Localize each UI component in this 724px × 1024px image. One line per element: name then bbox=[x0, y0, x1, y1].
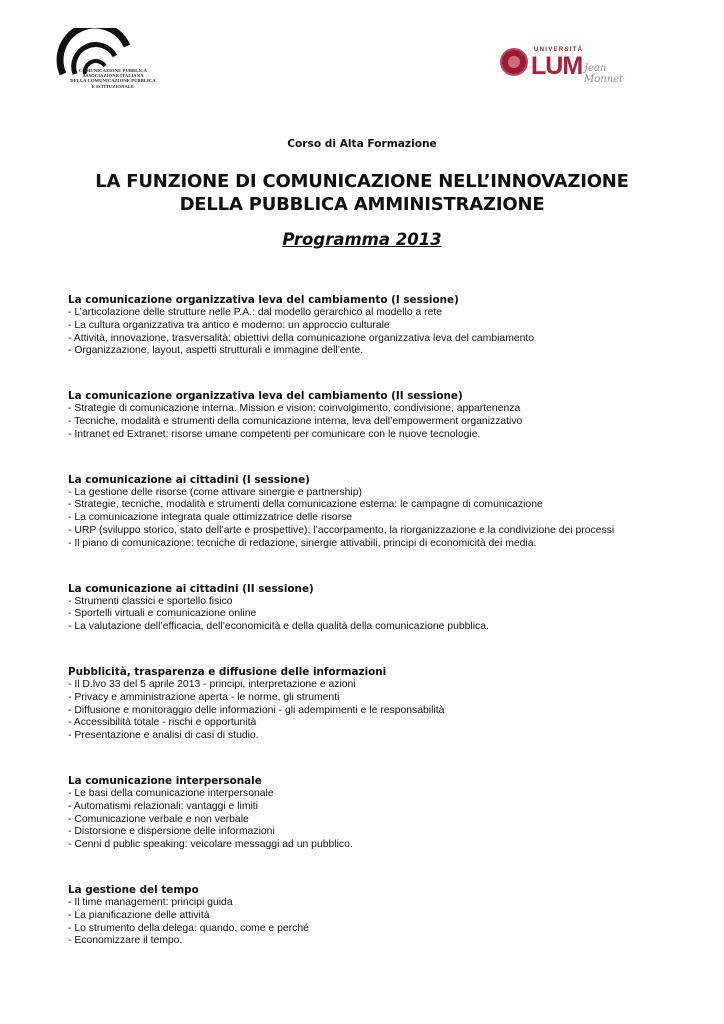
list-item: - Sportelli virtuali e comunicazione online bbox=[68, 608, 257, 620]
list-item: - Organizzazione, layout, aspetti strutturali e immagine dell’ente. bbox=[68, 345, 364, 357]
logo-caption: COMUNICAZIONE PUBBLICA ASSOCIAZIONE ITALIANA DELLA COMUNICAZIONE PUBBLICA E ISTITUZIONALE bbox=[70, 68, 156, 89]
list-item: - Privacy e amministrazione aperta - le norme, gli strumenti bbox=[68, 691, 340, 703]
list-item: - Intranet ed Extranet: risorse umane competenti per comunicare con le nuove tecnologie. bbox=[68, 428, 481, 440]
list-item: - Economizzare il tempo. bbox=[68, 935, 183, 947]
university-seal-icon bbox=[500, 48, 528, 76]
list-item: - Le basi della comunicazione interpersonale bbox=[68, 787, 274, 799]
section-heading: La comunicazione ai cittadini (I sessione) bbox=[68, 473, 310, 486]
section-heading: La comunicazione organizzativa leva del cambiamento (I sessione) bbox=[68, 294, 459, 306]
list-item: - Il time management: principi guida bbox=[68, 896, 233, 908]
list-item: - Attività, innovazione, trasversalità: obiettivi della comunicazione organizzativa leva del cambiamento bbox=[68, 332, 535, 344]
list-item: - URP (sviluppo storico, stato dell’arte e prospettive): l’accorpamento, la riorganizzazione e la condivizione dei processi bbox=[68, 524, 615, 536]
list-item: - Cenni d public speaking: veicolare messaggi ad un pubblico. bbox=[68, 839, 353, 851]
university-label: UNIVERSITÀ bbox=[534, 47, 584, 53]
program-section bbox=[68, 775, 718, 852]
section-items bbox=[68, 307, 718, 358]
program-sections bbox=[68, 294, 718, 948]
lum-university-logo bbox=[498, 46, 640, 86]
lum-wordmark: LUM bbox=[531, 52, 583, 80]
program-section bbox=[68, 583, 718, 634]
section-items bbox=[68, 679, 718, 743]
list-item: - Tecniche, modalità e strumenti della comunicazione interna, leva dell’empowerment organizzativo bbox=[68, 415, 523, 427]
list-item: - Strumenti classici e sportello fisico bbox=[68, 595, 233, 607]
section-heading: La comunicazione ai cittadini (II sessione) bbox=[68, 582, 314, 595]
list-item: - La cultura organizzativa tra antico e moderno: un approccio culturale bbox=[68, 319, 390, 331]
program-subtitle: Programma 2013 bbox=[282, 230, 442, 249]
list-item: - Accessibilità totale - rischi e opportunità bbox=[68, 717, 257, 729]
page-header bbox=[0, 0, 724, 110]
title-line-1: LA FUNZIONE DI COMUNICAZIONE NELL’INNOVAZIONE bbox=[95, 171, 629, 192]
program-section bbox=[68, 666, 718, 743]
section-items bbox=[68, 403, 718, 441]
course-label: Corso di Alta Formazione bbox=[287, 138, 437, 150]
list-item: - Il piano di comunicazione: tecniche di redazione, sinergie attivabili, principi di economicità dei media. bbox=[68, 537, 537, 549]
list-item: - Il D.lvo 33 del 5 aprile 2013 - principi, interpretazione e azioni bbox=[68, 678, 356, 690]
list-item: - Comunicazione verbale e non verbale bbox=[68, 813, 249, 825]
section-heading: La gestione del tempo bbox=[68, 883, 199, 896]
list-item: - La comunicazione integrata quale ottimizzatrice delle risorse bbox=[68, 512, 353, 524]
section-items bbox=[68, 897, 718, 948]
section-heading: La comunicazione organizzativa leva del cambiamento (II sessione) bbox=[68, 390, 463, 403]
program-section bbox=[68, 294, 718, 358]
signature: Jean Monnet bbox=[584, 63, 624, 85]
list-item: - L’articolazione delle strutture nelle P.A.: dal modello gerarchico al modello a rete bbox=[68, 307, 443, 318]
program-section bbox=[68, 884, 718, 948]
comunicazione-pubblica-logo bbox=[55, 28, 165, 98]
program-section bbox=[68, 390, 718, 441]
list-item: - Automatismi relazionali: vantaggi e limiti bbox=[68, 800, 258, 812]
list-item: - La pianificazione delle attività bbox=[68, 909, 210, 921]
list-item: - Lo strumento della delega: quando, come e perché bbox=[68, 922, 309, 934]
section-heading: Pubblicità, trasparenza e diffusione delle informazioni bbox=[68, 665, 387, 678]
program-section bbox=[68, 474, 718, 551]
section-items bbox=[68, 487, 718, 551]
list-item: - Distorsione e dispersione delle informazioni bbox=[68, 826, 275, 838]
section-items bbox=[68, 596, 718, 634]
document-title bbox=[0, 170, 724, 216]
section-heading: La comunicazione interpersonale bbox=[68, 774, 262, 787]
list-item: - La valutazione dell’efficacia, dell’economicità e della qualità della comunicazione pubblica. bbox=[68, 621, 489, 633]
list-item: - Presentazione e analisi di casi di studio. bbox=[68, 730, 259, 742]
list-item: - La gestione delle risorse (come attivare sinergie e partnership) bbox=[68, 486, 362, 498]
list-item: - Diffusione e monitoraggio delle informazioni - gli adempimenti e le responsabilità bbox=[68, 704, 445, 716]
section-items bbox=[68, 788, 718, 852]
list-item: - Strategie, tecniche, modalità e strumenti della comunicazione esterna: le campagne di comunicazione bbox=[68, 499, 543, 511]
title-line-2: DELLA PUBBLICA AMMINISTRAZIONE bbox=[179, 194, 545, 215]
list-item: - Strategie di comunicazione interna. Mission e vision: coinvolgimento, condivisione, appartenenza bbox=[68, 403, 521, 415]
